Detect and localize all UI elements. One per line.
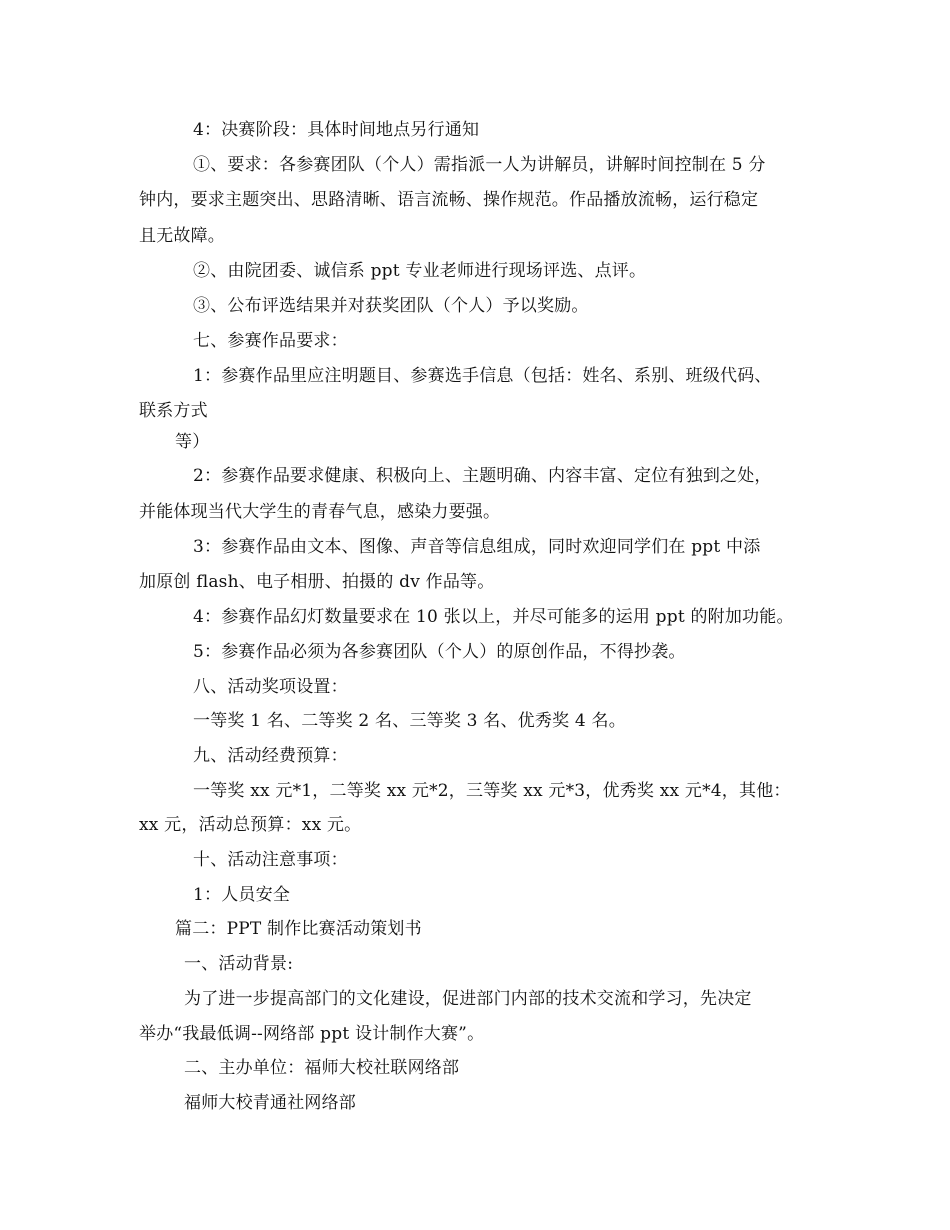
text-line: 联系方式: [139, 401, 208, 421]
text-line: 4：决赛阶段：具体时间地点另行通知: [193, 120, 480, 140]
text-line: 钟内，要求主题突出、思路清晰、语言流畅、操作规范。作品播放流畅，运行稳定: [139, 190, 759, 210]
section-heading: 七、参赛作品要求：: [193, 331, 348, 351]
text-line: 3：参赛作品由文本、图像、声音等信息组成，同时欢迎同学们在 ppt 中添: [193, 537, 761, 557]
text-line: 并能体现当代大学生的青春气息，感染力要强。: [139, 502, 501, 522]
text-line: 1：人员安全: [193, 885, 291, 905]
text-line: 1：参赛作品里应注明题目、参赛选手信息（包括：姓名、系别、班级代码、: [193, 366, 772, 386]
text-line: 为了进一步提高部门的文化建设，促进部门内部的技术交流和学习，先决定: [184, 989, 752, 1009]
section-heading: 九、活动经费预算：: [193, 746, 348, 766]
section-heading: 一、活动背景:: [184, 954, 294, 974]
chapter-heading: 篇二：PPT 制作比赛活动策划书: [175, 919, 422, 939]
section-heading: 八、活动奖项设置：: [193, 677, 348, 697]
text-line: 举办“我最低调--网络部 ppt 设计制作大赛”。: [139, 1024, 485, 1044]
text-line: 一等奖 1 名、二等奖 2 名、三等奖 3 名、优秀奖 4 名。: [193, 711, 626, 731]
text-line: ②、由院团委、诚信系 ppt 专业老师进行现场评选、点评。: [193, 261, 647, 281]
text-line: 4：参赛作品幻灯数量要求在 10 张以上，并尽可能多的运用 ppt 的附加功能。: [193, 607, 794, 627]
text-line: 福师大校青通社网络部: [184, 1093, 356, 1113]
text-line: ③、公布评选结果并对获奖团队（个人）予以奖励。: [193, 296, 589, 316]
text-line: xx 元，活动总预算：xx 元。: [139, 815, 362, 835]
text-line: 且无故障。: [139, 226, 225, 246]
text-line: 5：参赛作品必须为各参赛团队（个人）的原创作品，不得抄袭。: [193, 642, 686, 662]
section-heading: 二、主办单位：福师大校社联网络部: [184, 1058, 460, 1078]
text-line: 加原创 flash、电子相册、拍摄的 dv 作品等。: [139, 572, 495, 592]
text-line: ①、要求：各参赛团队（个人）需指派一人为讲解员，讲解时间控制在 5 分: [193, 155, 766, 175]
text-line: 等）: [175, 432, 210, 452]
text-line: 2：参赛作品要求健康、积极向上、主题明确、内容丰富、定位有独到之处，: [193, 466, 772, 486]
text-line: 一等奖 xx 元*1，二等奖 xx 元*2，三等奖 xx 元*3，优秀奖 xx 元*4，其他：: [193, 781, 791, 801]
section-heading: 十、活动注意事项：: [193, 850, 348, 870]
